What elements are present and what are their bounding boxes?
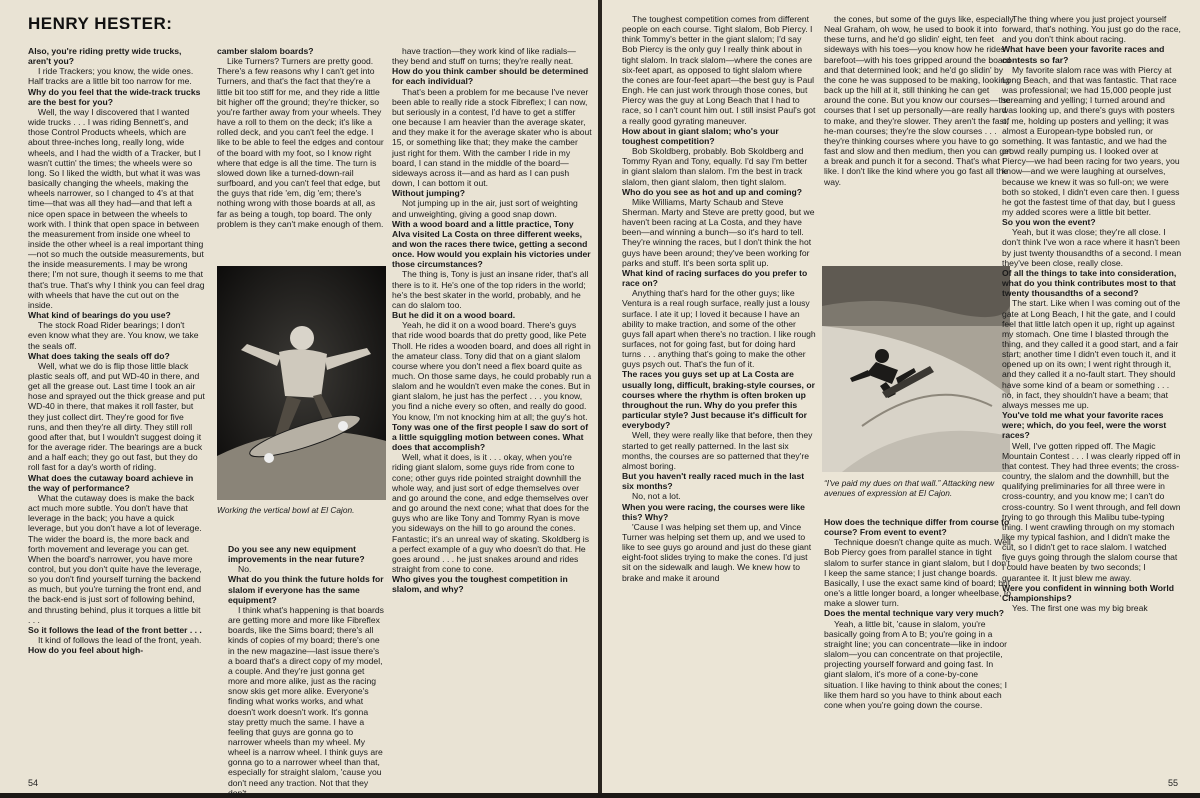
wall-photo-illustration [822,266,1010,472]
interview-question: With a wood board and a little practice, Tony Alva visited La Costa on three different weeks, and won the races there twice, getting a second once. How would you explain his victories under those circumstances? [392,218,591,270]
interview-answer: I ride Trackers; you know, the wide ones. Half tracks are a little bit too narrow for me. [28,66,194,87]
interview-answer: It kind of follows the lead of the front, yeah. [38,635,202,646]
column-8 [1002,14,1182,776]
column-1 [28,46,205,776]
interview-question: Does the mental technique vary very much? [824,608,1005,619]
interview-answer: The thing where you just project yourself forward, that's nothing. You just go do the race, and you don't think about racing. [1002,14,1181,45]
interview-answer: Well, I've gotten ripped off. The Magic Mountain Contest . . . I was clearly ripped off in that contest. They had three events; the cross-country, the slalom and the downhill, but the qualifying preliminaries for all three were in cross-country, and you know me; I can't do cross-country. So I went through, and fell down trying to go through this Malibu tube-typing thing. I went crawling through on my stomach like my typical fashion, and I didn't make the cut, so I didn't get to race slalom. I watched five guys going through the slalom course that I could have beaten by two seconds; I guarantee it. It just blew me away. [1002,440,1181,583]
interview-answer: Well, the way I discovered that I wanted wide trucks . . . I was riding Bennett's, and those Control Products wheels, which are about three-inches long, really long, wide wheels, and I had the width of a Tracker, but I wasn't cuttin' the times; the wheels were so long. So I liked the width, but what it was was basically changing the wheels, making the wheels narrower, so I changed to 4's at that time—that was all they had—and that left a nice open space in between the wheels to work with. I think that open space in between the measurement from inside one wheel to inside the other wheel is a real important thing—not so much the outside measurements, but the inside measurements. I may be wrong there; I'm not sure, though it seems to me that that's true. That's why I think you can feel drag with wheels that have the cut out on the inside. [28,106,205,310]
column-7 [824,517,1014,776]
right-page [602,0,1200,793]
interview-question: So you won the event? [1002,217,1096,228]
interview-answer: Like Turners? Turners are pretty good. There's a few reasons why I can't get into Turners, and that's the fact that they're a little bit too stiff for me, and they ride a little bit higher off the ground; they're thicker, so you're farther away from your wheels. They have a roll to them on the deck; it's like a rolled deck, and you can't feel the edge. I like to be able to feel the edges and contour of the board with my foot, so I know right where that edge is all the time. The turn is slowed down like a turned-down-rail surfboard, and you can't feel that edge, but the guys that ride 'em, dig 'em; there's nothing wrong with those boards at all, as far as being a tough, top board. The only problem is they can't make enough of them. [217,56,384,229]
interview-question: The races you guys set up at La Costa are usually long, difficult, braking-style courses, or courses where the rhythm is often broken up throughout the run. Why do you prefer this particular style? Just because it's difficult for everybody? [622,369,815,431]
interview-answer: That's been a problem for me because I've never been able to really ride a stock Fibreflex; I can now, but seriously in a contest, I'd have to get a stiffer one because I am heavier than the average skater, and they make it for the average skater who is about 15, or something like that; they make the camber just right for them. With the camber I ride in my board, I can stand in the middle of the board—sideways across it—and as hard as I can push down, I can bottom it out. [392,86,592,189]
interview-question: What do you think the future holds for slalom if everyone has the same equipment? [228,574,384,605]
photo-caption-2: “I've paid my dues on that wall.” Attacking new avenues of expression at El Cajon. [824,478,995,498]
interview-question: What kind of racing surfaces do you prefer to race on? [622,267,808,289]
interview-question: But he did it on a wood board. [392,310,516,321]
interview-answer: Yes. The first one was my big break [1012,603,1148,614]
interview-question: Who gives you the toughest competition in slalom, and why? [392,574,568,595]
interview-answer: The toughest competition comes from different people on each course. Tight slalom, Bob Piercy. I think Tommy's better in the giant slalom; I'd say Bob Piercy is the only guy I really think about in tight slalom. In track slalom—where the cones are six-feet apart, as opposed to tight slalom where the cones are four-feet apart—the best guy is Paul Engh. He can just work through those cones, but Piercy was the guy at Long Beach that I had to race, so I can't count him out. I still insist Paul's got a really good gyrating maneuver. [622,14,816,126]
interview-answer: The start. Like when I was coming out of the gate at Long Beach, I hit the gate, and I could feel that little latch open it up, right up against my stomach. One time I blasted through the thing, and they called it a good start, and a fair start; another time I didn't even touch it, and it opened up on its own; I went right through it, and they called it a no-fault start. They should have some kind of a beam or something . . . no, in fact, they shouldn't have a beam; that always messes me up. [1002,298,1181,410]
interview-question: Of all the things to take into consideration, what do you think contributes most to that twenty thousandths of a second? [1002,267,1177,299]
interview-answer: 'Cause I was helping set them up, and Vince Turner was helping set them up, and we used to like to see guys go around and just do these giant eight-foot slides trying to make the cones. I'd just sit on the sidewalk and laugh. We knew how to brake and make it around [622,521,812,583]
interview-question: Were you confident in winning both World Championships? [1002,582,1175,603]
article-title: HENRY HESTER: [28,14,173,33]
skater-photo-illustration [217,266,386,500]
interview-answer: Mike Williams, Marty Schaub and Steve Sherman. Marty and Steve are pretty good, but we haven't been racing at La Costa, and they have been—and winning a bunch—so it's hard to tell. They're winning the races, but I don't think the hot guys have been around; they've been working for parks and stuff. It's been sorta split up. [622,196,815,268]
page-number-right: 55 [1168,778,1179,788]
interview-answer: The stock Road Rider bearings; I don't even know what they are. You know, we take the seals off. [28,320,199,351]
interview-answer: Bob Skoldberg, probably. Bob Skoldberg and Tommy Ryan and Tony, equally. I'd say I'm better in giant slalom than slalom. I'm the best in track slalom, then giant slalom, then tight slalom. [622,146,808,187]
interview-answer: My favorite slalom race was with Piercy at Long Beach, and that was fantastic. That race was professional; we had 15,000 people just screaming and yelling; I turned around and was looking up, and there's guys with posters of me, holding up posters and yelling; it was almost a European-type bobsled run, or something. It was fantastic, and we had the crowd really pumping us. I looked over at Piercy—we had been racing for two years, you know—and we were laughing at ourselves, because we knew it was so full-on; we were both so stoked, I didn't even care then. I guess he got the fastest time of that day, but I guess my added scores were a little bit better. [1002,64,1180,217]
interview-answer: Well, what it does, is it . . . okay, when you're riding giant slalom, some guys ride from cone to cone; other guys ride pointed straight downhill the whole way, and just sort of edge themselves over and go around the cone, and edge themselves over and go around the next cone; what that does for the guys who are like Tony and Tommy Ryan is move you sideways on the hill to go around the cones. Fantastic; it's an unreal way of skating. Skoldberg is a perfect example of a guy who doesn't do that. He goes around . . . he just snakes around and rides straight from cone to cone. [392,452,590,574]
interview-answer: Technique doesn't change quite as much. Well, Bob Piercy goes from parallel stance in tight slalom to surfer stance in giant slalom, but I don't. I keep the same stance; I just change boards. Basically, I use the exact same kind of board; but one's a little longer board, a longer wheelbase, to make a slower turn. [824,537,1014,609]
interview-question: How about in giant slalom; who's your toughest competition? [622,125,779,146]
interview-answer: Yeah, a little bit, 'cause in slalom, you're basically going from A to B; you're going in a straight line; you can concentrate—like in indoor slalom—you can concentrate on that projectile, projecting yourself forward and going fast. In giant slalom, it's more of a cone-by-cone situation. I like having to think about the cones; I like them hard so you have to think about each cone when you're going down the course. [824,618,1007,710]
interview-answer: Well, they were really like that before, then they started to get really patterned. In the last six months, the courses are so patterned that they're almost boring. [622,430,813,471]
interview-question: camber slalom boards? [217,46,314,56]
interview-question: How do you feel about high- [28,645,144,656]
column-6 [824,14,1014,256]
interview-answer: I think what's happening is that boards are getting more and more like Fibreflex boards, like the Sims board; there's all kinds of copies of my board; there's one in the new magazine—last issue there's a board that's a direct copy of my model, a couple. And they're just gonna get more and more alike, just as the racing snow skis get more alike. Everyone's finding what works works, and what doesn't work doesn't work. It's gonna stay pretty much the same. I have a feeling that guys are gonna go to narrower wheels than my wheel. My wheel is a narrow wheel. I think guys are gonna go to a narrower wheel than that, especially for straight slalom, 'cause you don't need any traction. Not that they don't [228,604,384,798]
interview-question: What have been your favorite races and contests so far? [1002,44,1165,65]
interview-answer: Yeah, but it was close; they're all close. I don't think I've won a race where it hasn't been by just twenty thousandths of a second. I mean they've been close, really close. [1002,227,1182,268]
interview-answer: the cones, but some of the guys like, especially Neal Graham, oh wow, he used to book it into these turns, and he'd go slidin' eight, ten feet sideways with his toes—you know how he rides barefoot—with his toes gripped around the board and that determined look; and he'd go slidin' by the cone he was supposed to be making, looking back up the hill at it, still thinking he can get around the cone. But you know our courses—the courses that I set up personally—are really hard to make, and they're slower. They aren't the fast, he-man courses; they're the slow courses . . . they're thinking courses where you have to go fast and slow and then medium, then you can get a break and punch it for a second. That's what I like. I don't like the kind where you go fast all the way. [824,14,1014,187]
interview-question: Do you see any new equipment improvements in the near future? [228,544,365,565]
interview-answer: Anything that's hard for the other guys; like Ventura is a real rough surface, really just a lousy surface. I ate it up; I loved it because I have an ability to make traction, and some of the other guys fall apart when there's no traction. I like rough surfaces, not for going fast, but for doing hard turns . . . anything that's going to make the other guys psych out. That's the fun of it. [622,288,816,370]
interview-answer: Not jumping up in the air, just sort of weighting and unweighting, giving a good snap down. [392,198,578,219]
page-number-left: 54 [28,778,39,788]
interview-answer: Well, what we do is flip those little black plastic seals off, and put WD-40 in there, and get all the grease out. Last time I took an air hose and sprayed out the thick grease and put WD-40 in there, that makes it roll faster, but they just collect dirt. They're good for five runs, and then they're all dirty. They still roll good after that, but I wouldn't suggest doing it for the average rider. The bearings are a buck and a half each; they go out fast, but they do roll fast for a day's worth of riding. [28,360,205,473]
interview-question: Without jumping? [392,188,465,199]
skater-wall-photo [822,266,1010,472]
interview-question: Tony was one of the first people I saw do sort of a little squiggling motion between cones. What does that accomplish? [392,421,589,453]
interview-answer: The thing is, Tony is just an insane rider, that's all there is to it. He's one of the top riders in the world; he's the best skater in the world, probably, and he can do slalom too. [392,269,589,310]
column-2 [217,46,384,260]
left-page [0,0,598,798]
interview-question: But you haven't really raced much in the last six months? [622,471,805,492]
column-3 [228,544,386,798]
interview-question: You've told me what your favorite races were; which, do you feel, were the worst races? [1002,410,1167,441]
interview-answer: No. [238,564,252,575]
interview-question: Who do you see as hot and up and coming? [622,186,802,197]
interview-question: Also, you're riding pretty wide trucks, aren't you? [28,46,182,67]
interview-question: Why do you feel that the wide-track trucks are the best for you? [28,86,201,107]
interview-question: How does the technique differ from course to course? From event to event? [824,517,1010,538]
interview-answer: Yeah, he did it on a wood board. There's guys that ride wood boards that do pretty good, like Pete Tholl. He rides a wooden board, and does all right in the amateur class. Tony did that on a giant slalom course where you don't need a flex board quite as much. On those same days, he could probably run a slalom and he wouldn't even make the cones. But in giant slalom, he just has the perfect . . . you know, you find a niche every so often, and really do good. You know, I'm not knocking him at all; the guy's hot. [392,320,592,422]
interview-question: What does the cutaway board achieve in the way of performance? [28,472,194,493]
interview-answer: What the cutaway does is make the back act much more subtle. You don't have that leverage in the back; you have a quick leverage, but you don't have a lot of leverage. The wider the board is, the more back and forth movement and leverage you can get. When the board's narrower, you have more control, but you don't quite have the leverage, so you don't find yourself turning the backend as much, but you're turning the front end, and the back-end is just sort of following behind, and thrusting behind, plus it torques a little bit . . . [28,492,202,625]
interview-question: When you were racing, the courses were like this? Why? [622,501,805,522]
interview-answer: have traction—they work kind of like radials—they bend and stuff on turns; they're really neat. [392,46,576,67]
interview-question: What does taking the seals off do? [28,350,170,361]
interview-question: How do you think camber should be determined for each individual? [392,66,589,87]
interview-answer: No, not a lot. [632,491,681,502]
interview-question: What kind of bearings do you use? [28,310,171,321]
column-4 [392,46,592,776]
column-5 [622,14,816,776]
photo-caption-1: Working the vertical bowl at El Cajon. [217,505,355,515]
interview-question: So it follows the lead of the front better . . . [28,624,202,635]
skater-vertical-bowl-photo [217,266,386,500]
